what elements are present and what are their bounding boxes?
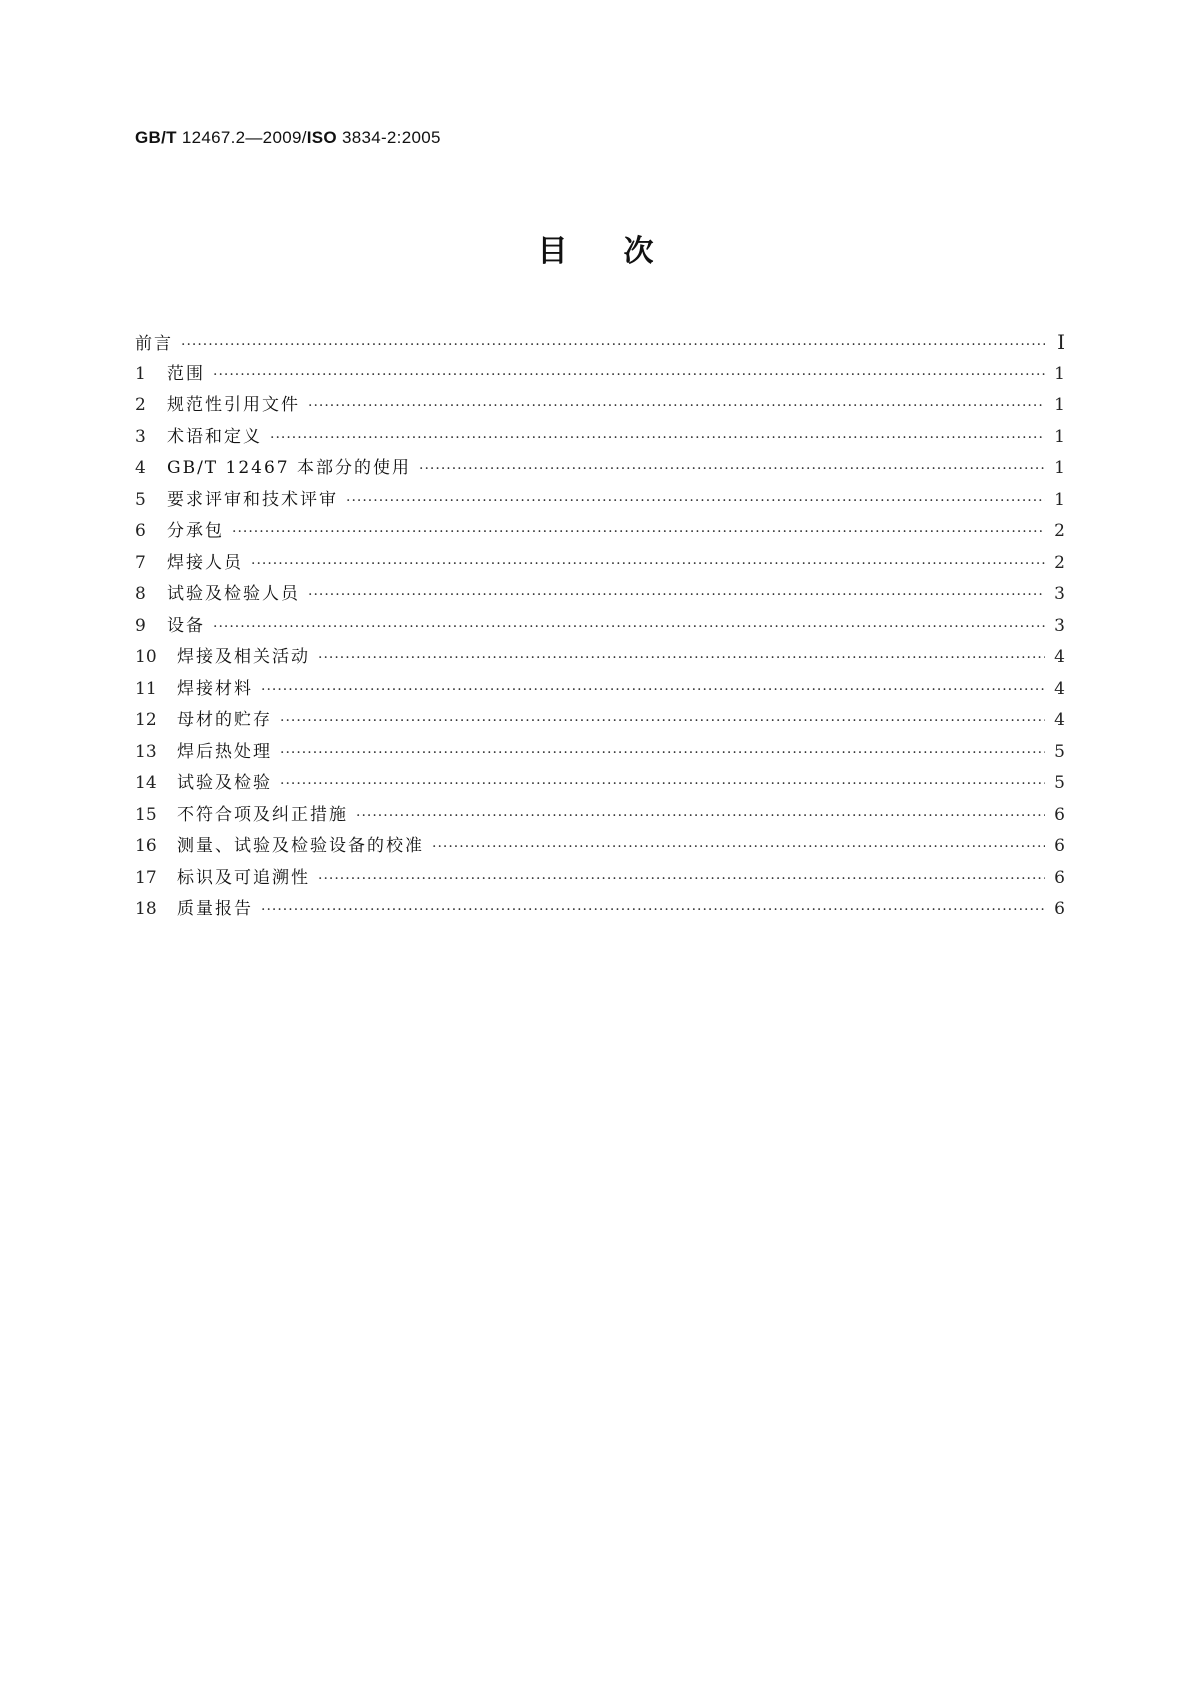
toc-entry-label: 规范性引用文件 (167, 395, 300, 415)
toc-entry-label: 母材的贮存 (177, 710, 272, 730)
iso-code: ISO (306, 128, 337, 147)
toc-entry-number: 9 (135, 615, 146, 636)
toc-entry[interactable] (135, 579, 1065, 611)
toc-leader-dots (318, 864, 1045, 896)
toc-entry-number: 5 (135, 489, 146, 510)
toc-leader-dots (308, 580, 1045, 612)
toc-entry-label: 不符合项及纠正措施 (177, 804, 348, 825)
toc-entry-page: 6 (1054, 867, 1065, 888)
toc-entry-label: 焊接材料 (177, 678, 253, 699)
toc-leader-dots (261, 675, 1045, 707)
toc-entry-label: 要求评审和技术评审 (167, 489, 338, 510)
toc-entry-number: 6 (135, 521, 146, 541)
toc-leader-dots (280, 769, 1045, 801)
document-header (135, 128, 441, 148)
toc-leader-dots (261, 895, 1045, 927)
table-of-contents (135, 327, 1065, 926)
toc-leader-dots (308, 391, 1045, 423)
toc-entry[interactable] (135, 327, 1065, 359)
toc-entry-page: 2 (1054, 552, 1065, 573)
toc-entry-label: 焊后热处理 (177, 741, 272, 762)
toc-entry-page: 1 (1054, 426, 1065, 447)
toc-entry-page: 1 (1054, 363, 1065, 384)
iso-number: 3834-2:2005 (336, 128, 441, 147)
toc-entry-label: 测量、试验及检验设备的校准 (177, 836, 424, 856)
toc-leader-dots (181, 330, 1045, 362)
toc-entry-label: 焊接人员 (167, 552, 243, 573)
toc-entry-page: 6 (1054, 804, 1065, 825)
toc-leader-dots (213, 612, 1045, 644)
toc-leader-dots (270, 423, 1045, 455)
toc-leader-dots (356, 801, 1045, 833)
toc-entry-page: 1 (1054, 395, 1065, 415)
toc-entry[interactable] (135, 453, 1065, 485)
page-title: 目次 (537, 234, 710, 269)
toc-leader-dots (232, 517, 1045, 549)
toc-entry-number: 4 (135, 458, 146, 478)
toc-entry[interactable] (135, 831, 1065, 863)
toc-entry-label: 试验及检验人员 (167, 584, 300, 604)
toc-entry-page: 1 (1054, 489, 1065, 510)
toc-entry-label: 设备 (167, 615, 205, 636)
toc-entry-page: Ⅰ (1057, 330, 1065, 354)
toc-entry-label: 术语和定义 (167, 426, 262, 447)
toc-entry-number: 17 (135, 867, 157, 888)
toc-entry-number: 8 (135, 584, 146, 604)
toc-entry-page: 4 (1054, 678, 1065, 699)
toc-entry[interactable] (135, 611, 1065, 643)
toc-entry-number: 10 (135, 647, 157, 667)
toc-entry[interactable] (135, 863, 1065, 895)
toc-entry-page: 6 (1054, 836, 1065, 856)
toc-entry-label: GB/T 12467 本部分的使用 (167, 458, 412, 478)
toc-entry[interactable] (135, 359, 1065, 391)
toc-entry-page: 5 (1054, 741, 1065, 762)
toc-entry-number: 3 (135, 426, 146, 447)
toc-entry-label: 范围 (167, 363, 205, 384)
toc-entry[interactable] (135, 894, 1065, 926)
toc-leader-dots (419, 454, 1045, 486)
toc-leader-dots (251, 549, 1045, 581)
toc-entry-page: 4 (1054, 710, 1065, 730)
toc-entry-number: 12 (135, 710, 157, 730)
toc-entry-number: 14 (135, 773, 157, 793)
toc-entry[interactable] (135, 516, 1065, 548)
toc-leader-dots (213, 360, 1045, 392)
toc-entry-number: 2 (135, 395, 146, 415)
toc-leader-dots (432, 832, 1045, 864)
toc-entry-label: 标识及可追溯性 (177, 867, 310, 888)
toc-entry[interactable] (135, 768, 1065, 800)
toc-entry-page: 2 (1054, 521, 1065, 541)
toc-entry[interactable] (135, 548, 1065, 580)
standard-number: 12467.2—2009/ (176, 128, 307, 147)
toc-entry-label: 试验及检验 (177, 773, 272, 793)
toc-entry[interactable] (135, 674, 1065, 706)
toc-entry-label: 分承包 (167, 521, 224, 541)
toc-entry[interactable] (135, 422, 1065, 454)
toc-leader-dots (280, 706, 1045, 738)
toc-entry-page: 5 (1054, 773, 1065, 793)
toc-entry-number: 7 (135, 552, 146, 573)
toc-leader-dots (346, 486, 1045, 518)
toc-entry[interactable] (135, 737, 1065, 769)
toc-entry-page: 6 (1054, 899, 1065, 919)
toc-entry[interactable] (135, 705, 1065, 737)
toc-entry-number: 13 (135, 741, 157, 762)
toc-entry-number: 1 (135, 363, 146, 384)
toc-entry-number: 15 (135, 804, 157, 825)
toc-entry-label: 前言 (135, 334, 173, 354)
toc-entry-label: 焊接及相关活动 (177, 647, 310, 667)
toc-entry-number: 16 (135, 836, 157, 856)
toc-entry-page: 3 (1054, 615, 1065, 636)
toc-entry-page: 4 (1054, 647, 1065, 667)
standard-code: GB/T (135, 128, 177, 147)
toc-entry-page: 1 (1054, 458, 1065, 478)
toc-entry[interactable] (135, 642, 1065, 674)
toc-entry[interactable] (135, 390, 1065, 422)
toc-entry[interactable] (135, 485, 1065, 517)
toc-leader-dots (318, 643, 1045, 675)
toc-entry-number: 11 (135, 678, 157, 699)
toc-entry[interactable] (135, 800, 1065, 832)
toc-leader-dots (280, 738, 1045, 770)
toc-entry-label: 质量报告 (177, 899, 253, 919)
toc-entry-page: 3 (1054, 584, 1065, 604)
toc-entry-number: 18 (135, 899, 157, 919)
